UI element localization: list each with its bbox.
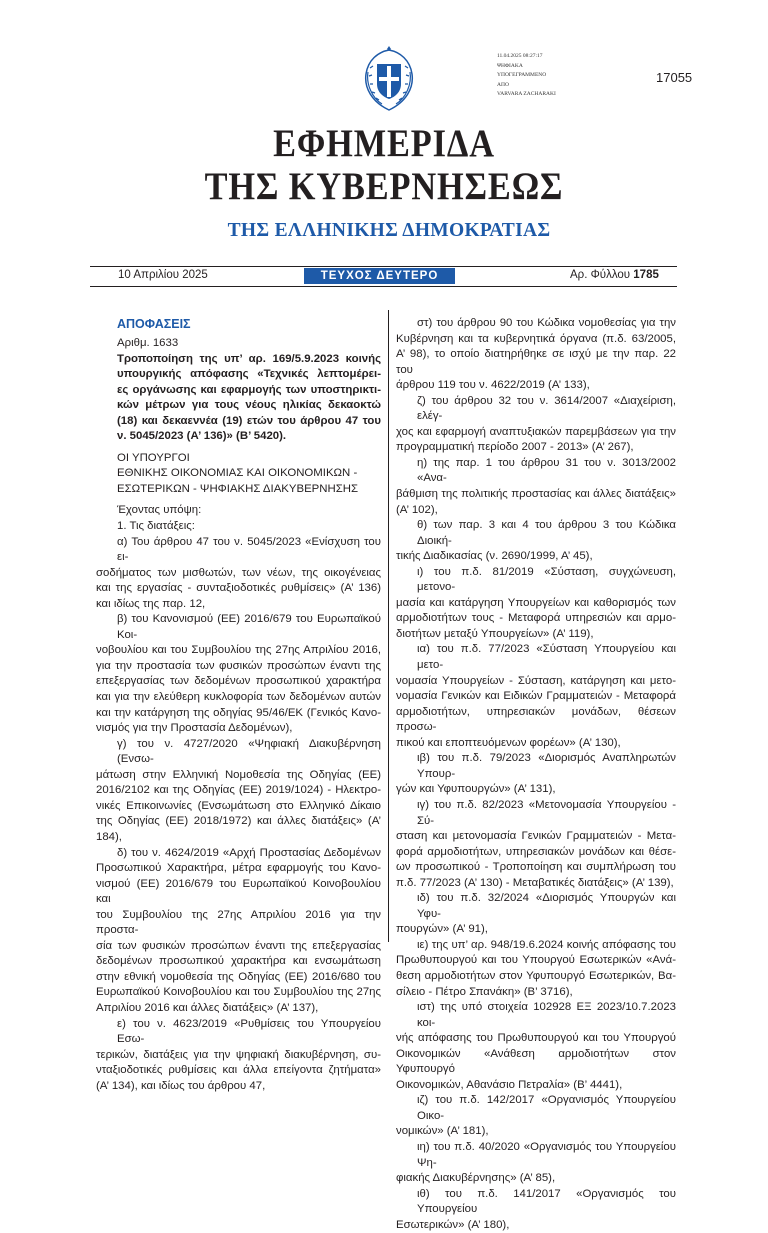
text-line: αρμοδιοτήτων, υπηρεσιακών μονάδων, θέσεων προσω-	[396, 705, 676, 734]
issue-label: ΤΕΥΧΟΣ ΔΕΥΤΕΡΟ	[304, 268, 455, 284]
text-line: τερικών, διατάξεις για την ψηφιακή διακυβέρνηση, συ-	[96, 1048, 381, 1061]
text-line: Έχοντας υπόψη:	[117, 504, 202, 517]
text-line: και για την ελεύθερη κυκλοφορία των δεδομένων αυτών	[96, 691, 381, 704]
text-line: για την προστασία των φυσικών προσώπων έναντι της	[96, 659, 381, 672]
issue-date: 10 Απριλίου 2025	[118, 269, 208, 281]
page-number: 17055	[656, 70, 693, 85]
text-line: ν. 5045/2023 (Α’ 136)» (Β’ 5420).	[117, 430, 287, 443]
text-line: ιθ) του π.δ. 141/2017 «Οργανισμός του Υπουργείου	[417, 1187, 676, 1216]
text-line: στ) του άρθρου 90 του Κώδικα νομοθεσίας για την	[417, 317, 676, 329]
text-line: του Συμβουλίου της 27ης Απριλίου 2016 για την προστα-	[96, 908, 381, 937]
text-line: μασία και κατάργηση Υπουργείων και καθορισμός των	[396, 596, 676, 609]
text-line: (Α’ 134), και ιδίως του άρθρου 47,	[96, 1079, 266, 1092]
text-line: ΕΣΩΤΕΡΙΚΩΝ - ΨΗΦΙΑΚΗΣ ΔΙΑΚΥΒΕΡΝΗΣΗΣ	[117, 482, 359, 495]
text-line: Απριλίου 2016 και άλλες διατάξεις» (Α’ 137),	[96, 1001, 319, 1014]
decision-title	[96, 352, 381, 445]
decision-number: Αριθμ. 1633	[117, 337, 179, 349]
text-line: διοτήτων μεταξύ Υπουργείων» (Α’ 119),	[396, 627, 594, 640]
text-line: (18) και δεκαεννέα (19) ετών του άρθρου 47 του	[117, 414, 381, 427]
left-column	[96, 316, 381, 1094]
text-line: δ) του ν. 4624/2019 «Αρχή Προστασίας Δεδομένων	[117, 846, 381, 859]
text-line: 2016/2102 και της Οδηγίας (ΕΕ) 2019/1024) - Ηλεκτρο-	[96, 784, 381, 797]
text-line: κών μέτρων για τους νέους ηλικίας δεκαοκτώ	[117, 399, 381, 412]
issue-bar-bottom-rule	[90, 286, 677, 287]
text-line: σίλειο - Πέτρο Σπανάκη» (Β’ 3716),	[396, 985, 573, 998]
column-divider	[388, 310, 389, 942]
masthead-title-line2: ΤΗΣ ΚΥΒΕΡΝΗΣΕΩΣ	[204, 165, 564, 208]
text-line: νομικών» (Α’ 181),	[396, 1125, 489, 1138]
text-line: πικού και εποπτευόμενων φορέων» (Α’ 130),	[396, 736, 621, 749]
text-line: νομασία Γενικών και Ειδικών Γραμματειών - Μεταφορά	[396, 690, 676, 703]
text-line: αρμοδιοτήτων τους - Μεταφορά υπηρεσιών και αρμο-	[396, 612, 676, 625]
text-line: β) του Κανονισμού (ΕΕ) 2016/679 του Ευρωπαϊκού Κοι-	[117, 613, 381, 641]
text-line: σοδήματος των μισθωτών, των νέων, της οικογένειας	[96, 566, 381, 579]
text-line: τικής Διαδικασίας (ν. 2690/1999, Α’ 45),	[396, 550, 593, 563]
signature-line: VARVARA ZACHARAKI	[497, 91, 556, 97]
text-line: νοβουλίου και του Συμβουλίου της 27ης Απριλίου 2016,	[96, 644, 381, 657]
text-line: νικές Επικοινωνίες (Ενσωμάτωση στο Ελληνικό Δίκαιο	[96, 799, 381, 812]
text-line: Προσωπικού Χαρακτήρα, μέτρα εφαρμογής του Κανο-	[96, 862, 381, 875]
text-line: νισμός για την Προστασία Δεδομένων),	[96, 722, 293, 735]
text-line: ων προσωπικού - Τροποποίηση και συμπλήρωση του	[396, 861, 676, 874]
text-line: βάθμιση της πολιτικής προστασίας και άλλες διατάξεις»	[396, 488, 676, 501]
sheet-number	[570, 269, 659, 281]
right-column	[396, 316, 676, 1233]
text-line: ΟΙ ΥΠΟΥΡΓΟΙ	[117, 451, 190, 464]
text-line: ζ) του άρθρου 32 του ν. 3614/2007 «Διαχείριση, ελέγ-	[417, 394, 676, 423]
text-line: ε) του ν. 4623/2019 «Ρυθμίσεις του Υπουργείου Εσω-	[117, 1017, 381, 1046]
text-line: Τροποποίηση της υπ’ αρ. 169/5.9.2023 κοινής	[117, 352, 381, 365]
sheet-label: Αρ. Φύλλου	[570, 269, 631, 281]
text-line: φορά αρμοδιοτήτων, υπηρεσιακών μονάδων και θέσε-	[396, 845, 676, 858]
text-line: πουργών» (Α’ 91),	[396, 923, 488, 936]
coat-of-arms-emblem	[358, 44, 420, 116]
ministers-heading	[96, 451, 381, 498]
text-line: και της εργασίας - συνταξιοδοτικές ρυθμίσεις» (Α’ 136)	[96, 582, 381, 595]
text-line: ιε) της υπ’ αρ. 948/19.6.2024 κοινής απόφασης του	[417, 938, 676, 951]
sheet-value: 1785	[633, 269, 659, 281]
masthead-title-line1: ΕΦΗΜΕΡΙΔΑ	[273, 122, 495, 165]
text-line: νισμού (ΕΕ) 2016/679 του Ευρωπαϊκού Κοινοβουλίου και	[96, 877, 381, 906]
text-line: Κυβέρνηση και τα κυβερνητικά όργανα (π.δ. 63/2005,	[396, 332, 676, 345]
text-line: ιγ) του π.δ. 82/2023 «Μετονομασία Υπουργείου - Σύ-	[417, 798, 676, 827]
text-line: Οικονομικών, Αθανάσιο Πετραλία» (Β’ 4441),	[396, 1078, 623, 1091]
text-line: (Α’ 102),	[396, 503, 438, 516]
text-line: ες οργάνωσης και εφαρμογής των υποστηρικτι-	[117, 383, 381, 396]
text-line: σταση και μετονομασία Γενικών Γραμματειών - Μετα-	[396, 830, 676, 843]
text-line: επεξεργασίας των δεδομένων προσωπικού χαρακτήρα	[96, 675, 381, 688]
text-line: νής απόφασης του Πρωθυπουργού και του Υπουργού	[396, 1032, 676, 1045]
text-line: ιη) του π.δ. 40/2020 «Οργανισμός του Υπουργείου Ψη-	[417, 1140, 676, 1169]
section-heading: ΑΠΟΦΑΣΕΙΣ	[117, 317, 191, 331]
masthead-subtitle: ΤΗΣ ΕΛΛΗΝΙΚΗΣ ΔΗΜΟΚΡΑΤΙΑΣ	[227, 220, 551, 241]
text-line: α) Του άρθρου 47 του ν. 5045/2023 «Ενίσχυση του ει-	[117, 535, 381, 564]
text-line: μάτωση στην Ελληνική Νομοθεσία της Οδηγίας (ΕΕ)	[96, 768, 381, 781]
text-line: γ) του ν. 4727/2020 «Ψηφιακή Διακυβέρνηση (Ενσω-	[117, 737, 381, 766]
text-line: Ευρωπαϊκού Κοινοβουλίου και του Συμβουλίου της 27ης	[96, 986, 381, 999]
text-line: και ιδίως της παρ. 12,	[96, 597, 206, 610]
text-line: ια) του π.δ. 77/2023 «Σύσταση Υπουργείου και μετο-	[417, 643, 676, 672]
signature-line: ΥΠΟΓΕΓΡΑΜΜΕΝΟ	[497, 72, 547, 78]
text-line: Εσωτερικών» (Α’ 180),	[396, 1218, 510, 1231]
text-line: της Οδηγίας (ΕΕ) 2018/1972) και άλλες διατάξεις» (Α’ 184),	[96, 815, 381, 843]
issue-bar-top-rule	[90, 266, 677, 267]
text-line: ι) του π.δ. 81/2019 «Σύσταση, συγχώνευση, μετονο-	[417, 565, 676, 594]
text-line: γών και Υφυπουργών» (Α’ 131),	[396, 783, 556, 796]
text-line: στην εθνική νομοθεσία της Οδηγίας (ΕΕ) 2016/680 του	[96, 970, 381, 983]
text-line: χος και εφαρμογή αναπτυξιακών παρεμβάσεων για την	[396, 425, 676, 438]
text-line: ιδ) του π.δ. 32/2024 «Διορισμός Υπουργών και Υφυ-	[417, 892, 676, 920]
text-line: ΕΘΝΙΚΗΣ ΟΙΚΟΝΟΜΙΑΣ ΚΑΙ ΟΙΚΟΝΟΜΙΚΩΝ -	[117, 467, 358, 480]
text-line: νταξιοδοτικές ρυθμίσεις και άλλα επείγοντα ζητήματα»	[96, 1064, 381, 1077]
text-line: και την κατάργηση της οδηγίας 95/46/ΕΚ (Γενικός Κανο-	[96, 706, 381, 719]
right-body-text	[396, 316, 676, 1233]
text-line: θεση αρμοδιοτήτων στον Υφυπουργό Εσωτερικών, Βα-	[396, 969, 676, 982]
text-line: φιακής Διακυβέρνησης» (Α’ 85),	[396, 1172, 556, 1185]
text-line: υπουργικής απόφασης «Τεχνικές λεπτομέρει-	[117, 368, 381, 381]
text-line: 1. Τις διατάξεις:	[117, 520, 195, 533]
digital-signature-stamp	[497, 52, 607, 100]
text-line: νομασία Υπουργείων - Σύσταση, κατάργηση και μετο-	[396, 674, 676, 687]
signature-line: 11.04.2025 08:27:17	[497, 53, 543, 59]
text-line: Πρωθυπουργού και του Υπουργού Εσωτερικών «Ανά-	[396, 954, 676, 967]
text-line: θ) των παρ. 3 και 4 του άρθρου 3 του Κώδικα Διοική-	[417, 519, 676, 547]
text-line: ιστ) της υπό στοιχεία 102928 ΕΞ 2023/10.7.2023 κοι-	[417, 1001, 676, 1029]
text-line: Οικονομικών «Ανάθεση αρμοδιοτήτων στον Υφυπουργό	[396, 1047, 676, 1076]
text-line: δεδομένων προσωπικού χαρακτήρα και ενσωμάτωση	[96, 955, 381, 968]
left-body-text	[96, 503, 381, 1094]
text-line: σία των φυσικών προσώπων έναντι της επεξεργασίας	[96, 939, 381, 952]
signature-line: ΑΠΟ	[497, 81, 509, 88]
text-line: η) της παρ. 1 του άρθρου 31 του ν. 3013/2002 «Ανα-	[417, 456, 676, 485]
text-line: προγραμματική περίοδο 2007 - 2013» (Α’ 267),	[396, 441, 634, 454]
signature-line: ΨΗΦΙΑΚΑ	[497, 62, 523, 69]
text-line: ιβ) του π.δ. 79/2023 «Διορισμός Αναπληρωτών Υπουρ-	[417, 752, 676, 780]
text-line: π.δ. 77/2023 (Α’ 130) - Μεταβατικές διατάξεις» (Α’ 139),	[396, 876, 674, 889]
text-line: άρθρου 119 του ν. 4622/2019 (Α’ 133),	[396, 379, 590, 392]
text-line: Α’ 98), το οποίο διατηρήθηκε σε ισχύ με την παρ. 22 του	[396, 348, 676, 376]
text-line: ιζ) του π.δ. 142/2017 «Οργανισμός Υπουργείου Οικο-	[417, 1094, 676, 1122]
